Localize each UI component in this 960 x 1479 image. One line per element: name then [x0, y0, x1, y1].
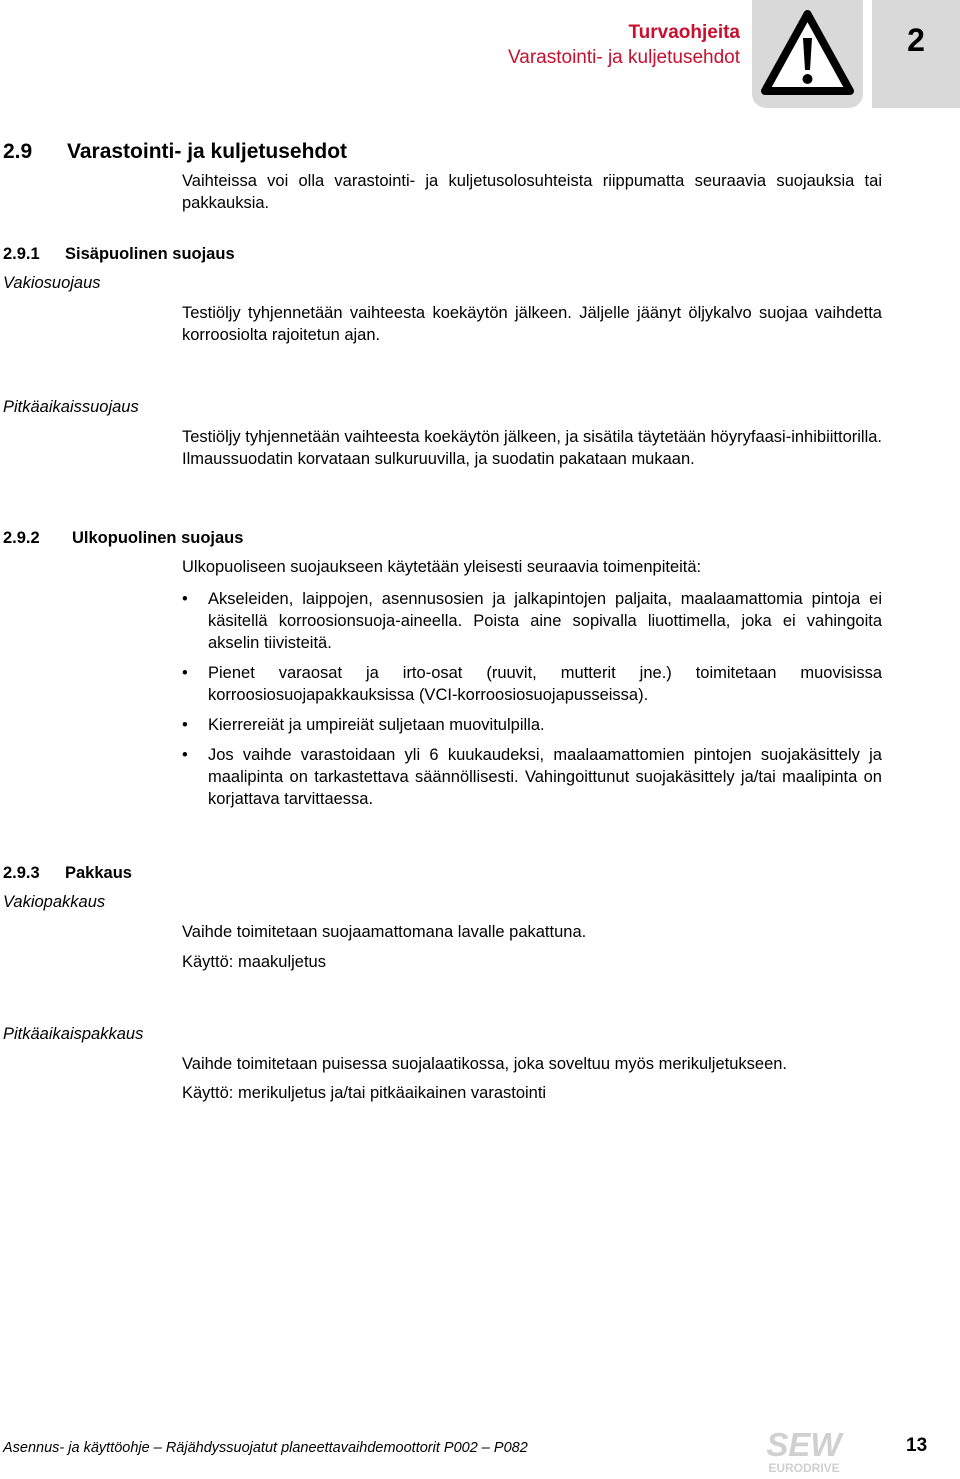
section-number: 2.9	[3, 140, 33, 163]
longterm-protection-label: Pitkäaikaissuojaus	[3, 398, 139, 416]
longterm-packaging-text: Vaihde toimitetaan puisessa suojalaatikossa, joka soveltuu myös merikuljetukseen.	[182, 1055, 788, 1073]
internal-heading	[3, 245, 235, 264]
external-title: Ulkopuolinen suojaus	[72, 529, 244, 547]
logo-bottom: EURODRIVE	[768, 1461, 840, 1474]
internal-number: 2.9.1	[3, 245, 40, 263]
list-item: • Jos vaihde varastoidaan yli 6 kuukaudeksi, maalaamattomien pintojen suojakäsittely ja maalipinta on tarkastettava säännöllisesti. Vahingoittunut suojakäsittely ja/tai maalipinta on korjattava tarvittaessa.	[182, 744, 882, 810]
section-title: Varastointi- ja kuljetusehdot	[67, 140, 348, 163]
external-measures-list	[182, 588, 882, 818]
longterm-protection-text: Testiöljy tyhjennetään vaihteesta koekäytön jälkeen, ja sisätila täytetään höyryfaasi-inhibiittorilla. Ilmaussuodatin korvataan sulkuruuvilla, ja suodatin pakataan mukaan.	[182, 428, 882, 468]
external-intro: Ulkopuoliseen suojaukseen käytetään yleisesti seuraavia toimenpiteitä:	[182, 558, 702, 576]
packaging-heading	[3, 864, 132, 883]
packaging-title: Pakkaus	[65, 864, 132, 882]
standard-packaging-use: Käyttö: maakuljetus	[182, 953, 326, 971]
header-subtitle: Varastointi- ja kuljetusehdot	[508, 47, 740, 68]
list-item: • Pienet varaosat ja irto-osat (ruuvit, mutterit jne.) toimitetaan muovisissa korroosiosuojapakkauksissa (VCI-korroosiosuojapusseissa).	[182, 662, 882, 706]
footer-text: Asennus- ja käyttöohje – Räjähdyssuojatut planeettavaihdemoottorit P002 – P082	[3, 1440, 528, 1456]
external-heading	[3, 529, 243, 548]
standard-packaging-text: Vaihde toimitetaan suojaamattomana lavalle pakattuna.	[182, 923, 587, 941]
warning-triangle-icon	[752, 0, 863, 108]
internal-title: Sisäpuolinen suojaus	[65, 245, 235, 263]
page-number: 13	[906, 1435, 928, 1456]
warning-panel	[752, 0, 863, 108]
standard-packaging-label: Vakiopakkaus	[3, 893, 106, 911]
list-item: • Kierrereiät ja umpireiät suljetaan muovitulpilla.	[182, 714, 882, 736]
longterm-packaging-use: Käyttö: merikuljetus ja/tai pitkäaikainen varastointi	[182, 1084, 547, 1102]
longterm-packaging-label: Pitkäaikaispakkaus	[3, 1025, 144, 1043]
sew-eurodrive-logo	[752, 1430, 856, 1474]
external-number: 2.9.2	[3, 529, 40, 547]
section-heading	[3, 140, 347, 164]
packaging-number: 2.9.3	[3, 864, 40, 882]
list-item: • Akseleiden, laippojen, asennusosien ja jalkapintojen paljaita, maalaamattomia pintoja ei käsitellä korroosionsuoja-aineella. Poista aine sopivalla liuottimella, joka ei vahingoita akselin tiivisteitä.	[182, 588, 882, 654]
header-title: Turvaohjeita	[628, 22, 740, 43]
section-intro: Vaihteissa voi olla varastointi- ja kuljetusolosuhteista riippumatta seuraavia suojauksia tai pakkauksia.	[182, 172, 882, 212]
standard-protection-text: Testiöljy tyhjennetään vaihteesta koekäytön jälkeen. Jäljelle jäänyt öljykalvo suojaa vaihdetta korroosiolta rajoitetun ajan.	[182, 304, 882, 344]
standard-protection-label: Vakiosuojaus	[3, 274, 101, 292]
chapter-number: 2	[907, 22, 925, 58]
logo-top: SEW	[766, 1430, 842, 1463]
